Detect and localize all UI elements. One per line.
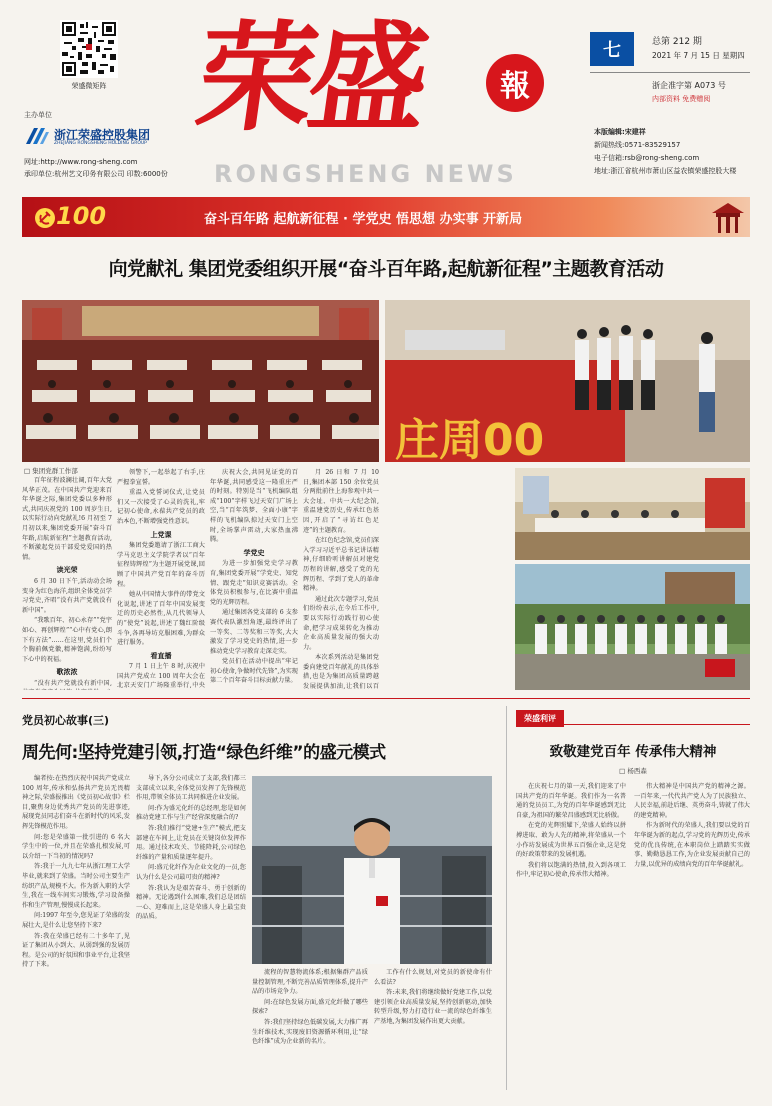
story2-column-1 bbox=[22, 774, 130, 1090]
article-paragraph: 编者按:在热烈庆祝中国共产党成立 100 周年,传承和弘扬共产党员无畏精神之际,荣盛报推出《党员初心故事》栏目,聚焦身边优秀共产党员的先进事迹,展现党员同志们奋斗在新时代的风采,发挥先锋模范作用。 bbox=[22, 775, 130, 830]
article-paragraph: 本次系列活动是集团党委向建党百年献礼的具体举措,也是为集团高质量跨越发展提供加油,让我们以百 bbox=[303, 654, 379, 690]
story3-column-2 bbox=[634, 782, 750, 1090]
story1-column-3 bbox=[210, 468, 298, 690]
story2-column-3 bbox=[252, 968, 368, 1090]
theme-banner bbox=[22, 197, 750, 237]
masthead-title: 荣盛 bbox=[188, 8, 432, 147]
article-subheading: 歌浓浓 bbox=[56, 667, 78, 677]
article-paragraph: 庆祝大会,共同见证党的百年华诞,共同感受这一隆重庄严的时刻。特别是当“飞机编队组成“100”字样飞过天安门广场上空,当“百年筑梦、全面小康”字样的飞机编队掠过天安门上空时,全场掌声雷动,大家热血沸腾。 bbox=[210, 469, 298, 544]
story2-column-4 bbox=[374, 968, 492, 1090]
article-paragraph: 集团党委邀请了浙江工商大学马克思主义学院学者以“百年征程铸辉煌”为主题开展党课,回顾了中国共产党百年的奋斗历程。 bbox=[117, 542, 205, 588]
issue-number: 总第 212 期 bbox=[652, 37, 702, 47]
article-paragraph: 党员们在活动中提出“牢记初心使命,争做时代先锋”,为实现第二个百年奋斗目标贡献力量。 bbox=[210, 658, 298, 685]
story3-headline: 致敬建党百年 传承伟大精神 bbox=[549, 744, 717, 760]
story2-section-label: 党员初心故事(三) bbox=[22, 714, 110, 727]
issue-date: 2021 年 7 月 15 日 星期四 bbox=[652, 51, 745, 60]
hotline-line: 新闻热线:0571-83529157 bbox=[594, 141, 681, 149]
article-paragraph: 在庆祝七月的第一天,我们迎来了中国共产党的百年华诞。我们作为一名普通的党员员工,为党的百年华诞感到无比自豪,为祖国的繁荣昌盛感到无比骄傲。 bbox=[516, 783, 626, 819]
pavilion-icon bbox=[710, 201, 746, 235]
article-paragraph: 问:1997 年至今,您见证了荣盛的发展壮大,是什么让您坚持下来? bbox=[22, 912, 130, 929]
article-paragraph: 作为新时代的荣盛人,我们要以党的百年华诞为新的起点,学习党的光辉历史,传承党的优良传统,在本职岗位上踏踏实实做事、勤勤恳恳工作,为企业发展贡献自己的力量,以优异的成绩向党的百年华诞献礼。 bbox=[634, 822, 750, 868]
article-paragraph: 通过集团各党支部的 6 支参赛代表队激烈角逐,最终评出了一等奖、二等奖和三等奖,大大激发了学习党史的热情,进一步推动党史学习教育走深走实。 bbox=[210, 609, 298, 655]
story2-portrait-photo bbox=[252, 776, 492, 964]
article-paragraph: “我歌百年、初心永存”“党宇如心、再创辉煌”“心中有党心,朗下有方法”……在这里,党员们个个胸前佩党徽,精神饱满,纷纷写下心中的祝福。 bbox=[22, 617, 112, 663]
article-subheading: 学党史 bbox=[243, 547, 265, 557]
article-paragraph: “没有共产党就没有新中国, bbox=[34, 679, 112, 687]
story1-photo-caption: □ 集团党群工作部 bbox=[24, 467, 78, 475]
article-subheading: 上党课 bbox=[150, 529, 172, 539]
article-paragraph: 答:未来,我们将继续做好党建工作,以党建引领企业高质量发展,坚持创新驱动,加快转型升级,努力打造行业一流的绿色纤维生产基地,为集团发展作出更大贡献。 bbox=[374, 989, 492, 1025]
website[interactable]: 网址:http://www.rong-sheng.com bbox=[24, 158, 138, 166]
sponsor-label: 主办单位 bbox=[24, 111, 52, 119]
article-paragraph: 重温入党誓词仪式,让党员们又一次接受了心灵的洗礼,牢记初心使命,永葆共产党员的政治本色,不断增强党性意识。 bbox=[117, 489, 205, 525]
story1-column-5 bbox=[385, 468, 509, 690]
article-paragraph: 答:我认为是艰苦奋斗、勇于创新的精神。无论遇到什么困难,我们总是团结一心、迎难而上,这是荣盛人身上最宝贵的品质。 bbox=[136, 884, 246, 921]
article-paragraph: 领警下,一起举起了右手,庄严握拳宣誓。 bbox=[117, 469, 205, 486]
story1-column-4 bbox=[303, 468, 379, 690]
section-divider bbox=[22, 698, 750, 699]
article-paragraph: 问:作为盛元化纤的总经理,您是如何推动党建工作与生产经营深度融合的? bbox=[136, 804, 246, 822]
story1-photo-oath bbox=[385, 300, 750, 462]
sponsor-name-en: ZHEJIANG RONGSHENG HOLDING GROUP bbox=[54, 141, 147, 146]
article-paragraph: 为进一步加强党史学习教育,集团党委开展“学党史、知党情、跟党走”知识竞赛活动。全体党员积极参与,在比赛中重温党的光辉历程。 bbox=[210, 560, 298, 606]
masthead-rule bbox=[590, 72, 750, 73]
address-line: 地址:浙江省杭州市萧山区益农镇荣盛控股大楼 bbox=[594, 167, 737, 175]
article-paragraph: 工作有什么规划,对党员的新使命有什么看法? bbox=[374, 969, 492, 986]
sponsor-logo-icon bbox=[24, 126, 50, 146]
banner-slogan: 奋斗百年路 起航新征程 · 学党史 悟思想 办实事 开新局 bbox=[204, 212, 523, 227]
story3-section-label: 荣盛利评 bbox=[516, 710, 564, 727]
article-paragraph: 在党的光辉照耀下,荣盛人始终以拼搏进取、敢为人先的精神,将荣盛从一个小作坊发展成为世界五百强企业,这是党的好政策带来的发展机遇。 bbox=[516, 822, 626, 859]
article-paragraph: 流程的智慧物流体系;根据集群产品质量控制管理,不断完善品质管理体系,提升产品的市场竞争力。 bbox=[252, 969, 368, 996]
article-subheading bbox=[210, 689, 298, 690]
stage-backdrop-text: 庄周00 bbox=[395, 415, 545, 462]
article-paragraph: 我们将以饱满的热情,投入到各项工作中,牢记初心使命,传承伟大精神。 bbox=[516, 861, 626, 879]
story1-column-1 bbox=[22, 476, 112, 690]
seal-char: 報 bbox=[500, 69, 530, 104]
story3-column-1 bbox=[516, 782, 626, 1090]
article-paragraph: 她从中国情大事件的带党文化说起,讲述了百年中国发展变迁的历史必然性,从几代领导人的“使党”说起,讲述了魏红阶级斗争,各再导坊克服困难,为群众进行服务。 bbox=[117, 591, 205, 647]
story2-column-2 bbox=[136, 774, 246, 1090]
story1-column-2 bbox=[117, 468, 205, 690]
edition-badge bbox=[590, 32, 634, 66]
edition-number: 七 bbox=[603, 40, 621, 61]
story3-section-tab bbox=[516, 706, 750, 725]
article-paragraph: 通过此次专题学习,党员们纷纷表示,在今后工作中,要以实际行动践行初心使命,把学习成果转化为推动企业高质量发展的强大动力。 bbox=[303, 595, 379, 651]
qr-caption: 荣盛微矩阵 bbox=[71, 82, 107, 90]
printer-info: 承印单位:杭州艺文印务有限公司 印数:6000份 bbox=[24, 170, 168, 178]
story1-headline: 向党献礼 集团党委组织开展“奋斗百年路,起航新征程”主题教育活动 bbox=[108, 258, 664, 280]
banner-100-badge bbox=[30, 201, 107, 233]
article-subheading: 看直播 bbox=[150, 650, 172, 660]
permit-number: 浙企准字第 A073 号 bbox=[652, 81, 726, 90]
hammer-sickle-icon bbox=[34, 207, 56, 229]
story1-photo-group bbox=[515, 564, 750, 690]
article-subheading: 读光荣 bbox=[56, 565, 78, 575]
article-paragraph: 问:在绿色发展方面,盛元化纤做了哪些探索? bbox=[252, 998, 368, 1016]
masthead-title-en: RONGSHENG NEWS bbox=[214, 160, 517, 188]
article-paragraph: 答:我们坚持绿色低碳发展,大力推广再生纤维技术,实现废旧资源循环利用,让“绿色纤维”成为企业新的名片。 bbox=[252, 1018, 368, 1046]
story1-photo-meeting bbox=[22, 300, 379, 462]
article-paragraph: 7 月 1 日上午 8 时,庆祝中国共产党成立 100 周年大会在北京天安门广场隆重举行,中央 bbox=[117, 663, 205, 690]
story3-byline: □ 杨西森 bbox=[619, 767, 647, 775]
qr-code bbox=[60, 20, 118, 78]
article-paragraph: 伟大精神是中国共产党的精神之源。一百年来,一代代共产党人为了民族独立、人民幸福,前赴后继、英勇奋斗,铸就了伟大的建党精神。 bbox=[634, 783, 750, 819]
story2-headline: 周先何:坚持党建引领,打造“绿色纤维”的盛元模式 bbox=[22, 743, 386, 763]
story1-photo-quiz bbox=[515, 468, 750, 560]
article-paragraph: 在红色纪念馆,党员们深入学习习近平总书记讲话精神,仔细聆听讲解员对建党历程的讲解,感受了党的光辉历程、学到了党人的革命精神。 bbox=[303, 537, 379, 593]
banner-badge-text: 100 bbox=[56, 202, 107, 230]
article-paragraph: 导下,各分公司成立了支部,我们都三支部成立以来,全体党员发挥了先锋模范作用,带领全体员工共同推进企业发展。 bbox=[136, 775, 246, 802]
internal-note: 内部资料 免费赠阅 bbox=[652, 95, 711, 103]
article-paragraph: 问:您是荣盛第一批引进的 6 名大学生中的一位,并且在荣盛扎根发展,可以介绍一下当初的情况吗? bbox=[22, 833, 130, 860]
article-paragraph: 答:我们推行“党建+生产”模式,把支部建在车间上,让党员在关键岗位发挥作用。通过技术攻关、节能降耗,公司绿色纤维的产量和质量逐年提升。 bbox=[136, 824, 246, 861]
article-paragraph: 答:我于一九九七年从浙江理工大学毕业,就来到了荣盛。当时公司主要生产纺织产品,规模不大。作为新入职的大学生,我在一线车间实习锻炼,学习设备操作和生产管理,慢慢成长起来。 bbox=[22, 863, 130, 909]
article-paragraph: 百年征程波澜壮阔,百年大党风华正茂。在中国共产党迎来百年华诞之际,集团党委以多种形式,共同庆祝党的 100 周岁生日,以实际行动向党献礼!6 月初至 7 月初以来,集团党委开展“奋斗百年路,启航新征程”主题教育活动,不断激起党员干部爱党爱国的热情。 bbox=[22, 477, 112, 561]
masthead-seal bbox=[486, 54, 544, 112]
article-paragraph: 月 26 日和 7 月 10 日,集团本部 150 余位党员分两批前往上海参观中共一大会址、中共一大纪念馆,重温建党历史,传承红色基因,开启了“寻访红色足迹”的主题教育。 bbox=[303, 469, 379, 534]
article-paragraph: 答:我在荣盛已经有二十多年了,见证了集团从小到大、从弱到强的发展历程。是公司的好氛围和事业平台,让我坚持了下来。 bbox=[22, 932, 130, 969]
email-line[interactable]: 电子信箱:rsb@rong-sheng.com bbox=[594, 154, 700, 162]
column-separator bbox=[506, 706, 507, 1090]
sponsor-name: 浙江荣盛控股集团 bbox=[54, 128, 151, 142]
article-paragraph: 6 月 30 日下午,活动动会场变身为红色海洋,组织全体党员学习党史,齐唱“没有共产党就没有新中国”。 bbox=[22, 577, 112, 614]
article-paragraph: 问:盛元化纤作为企业文化的一员,您认为什么是公司最可贵的精神? bbox=[136, 864, 246, 881]
editor-line: 本版编辑:宋建祥 bbox=[594, 128, 646, 136]
